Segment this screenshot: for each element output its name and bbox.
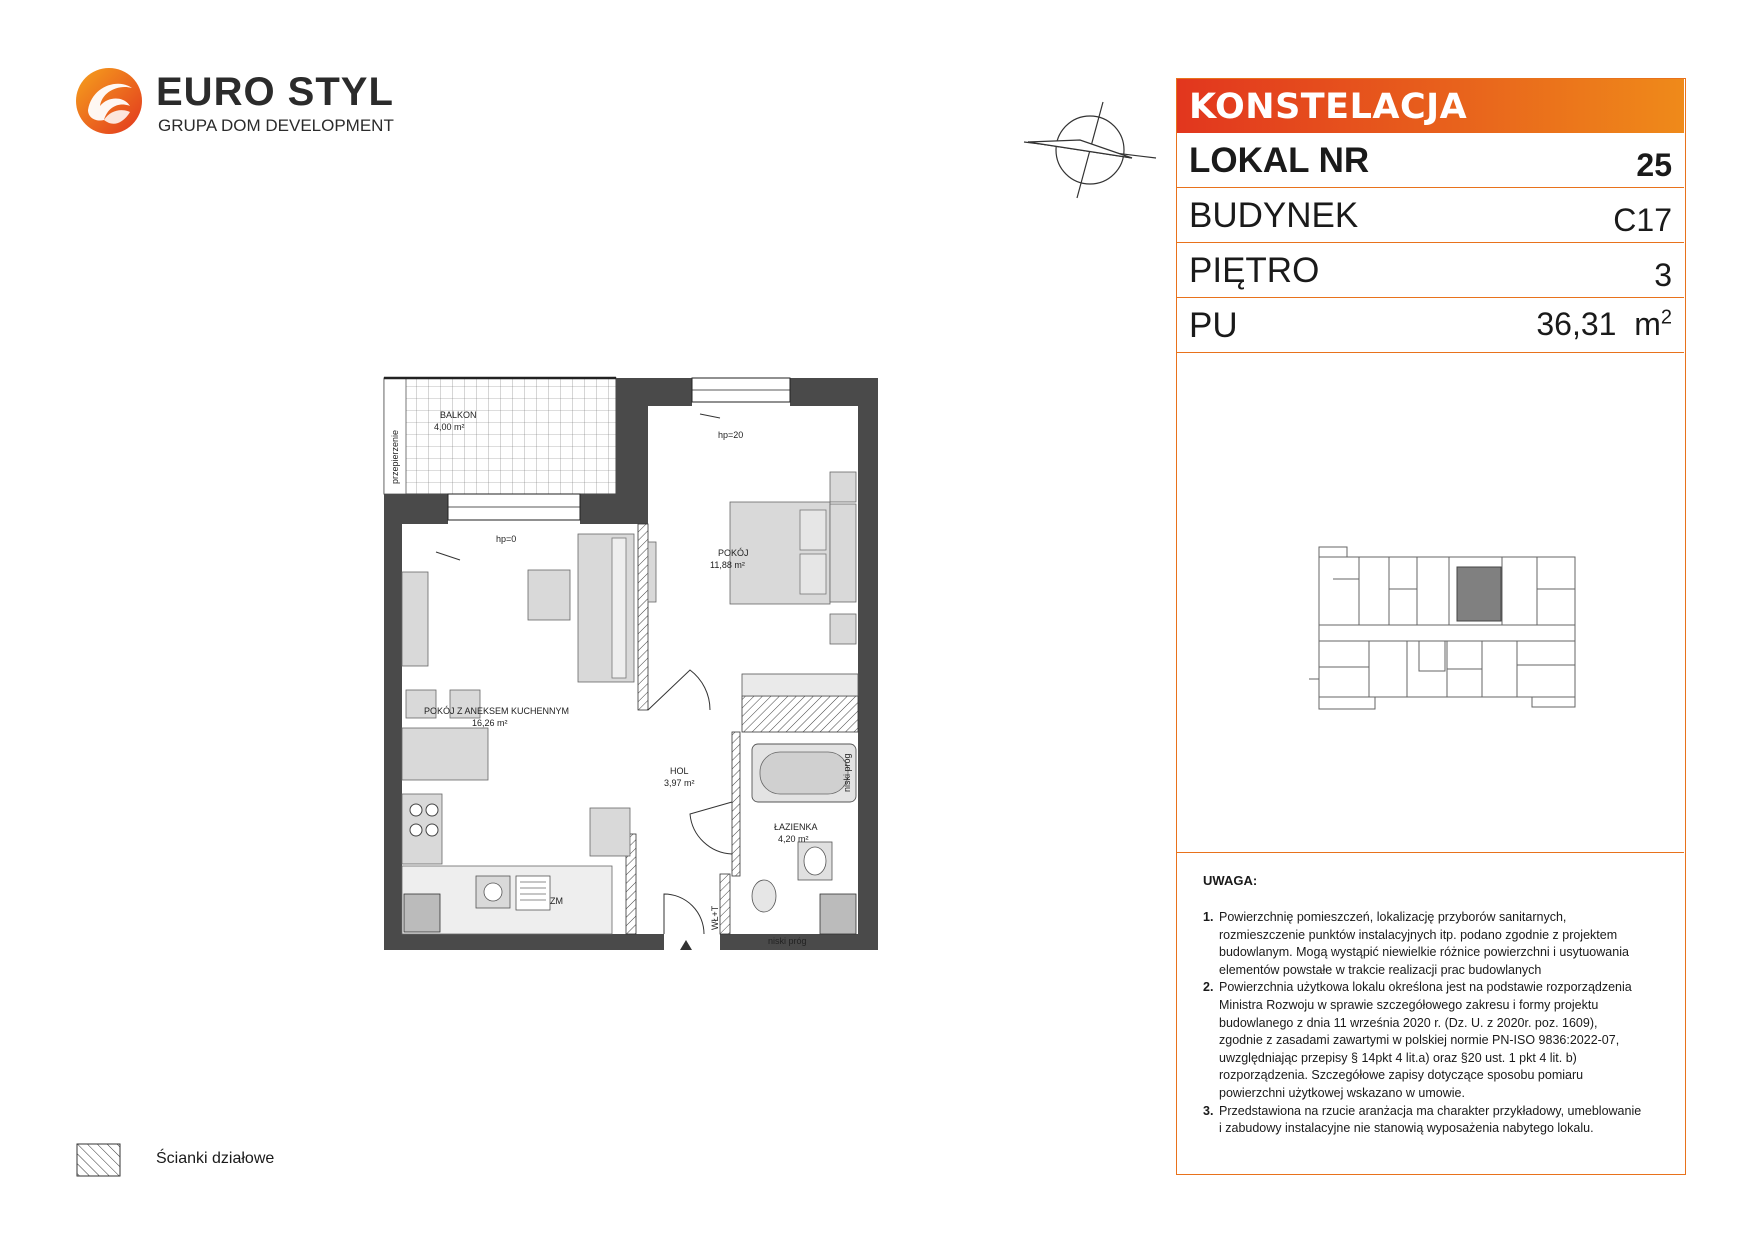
row-budynek	[1177, 188, 1684, 243]
washing-machine-mark: ZM	[550, 896, 563, 906]
notes-list	[1203, 909, 1643, 1138]
highlighted-apartment	[1457, 567, 1501, 621]
heater-label: WŁ+T	[710, 905, 720, 930]
row-value	[1536, 306, 1672, 343]
note-item: 2. Powierzchnia użytkowa lokalu określona jest na podstawie rozporządzenia Ministra Rozwoju w sprawie szczegółowego zakresu i formy projektu budowlanego z dnia 11 września 2020 r. (Dz. U. z 2020r. poz. 1609), zgodnie z zasadami zawartymi w polskiej normie PN-ISO 9836:2022-07, uwzględniając przepisy § 14pkt 4 lit.a) oraz §20 ust. 1 pkt 4 lit. b) rozporządzenia. Szczegółowe zapisy dotyczące sposobu pomiaru powierzchni użytkowej wskazano w umowie.	[1203, 980, 1632, 1100]
logo-swirl-icon	[74, 66, 144, 136]
row-value: 25	[1636, 147, 1672, 183]
bedroom-name: POKÓJ	[718, 548, 749, 558]
bedroom-area: 11,88 m²	[710, 560, 745, 570]
pu-unit-sup: 2	[1660, 306, 1672, 329]
sill-height-living: hp=0	[496, 534, 517, 544]
north-arrow-icon	[1020, 100, 1160, 200]
project-name: KONSTELACJA	[1189, 87, 1468, 127]
sill-height-bedroom: hp=20	[718, 430, 744, 440]
brand-logo	[74, 66, 394, 146]
floor-key-plan	[1307, 539, 1587, 714]
bathroom-area: 4,20 m²	[778, 834, 809, 844]
hall-area: 3,97 m²	[664, 778, 695, 788]
row-value: 3	[1654, 257, 1672, 293]
balcony-floor	[384, 378, 616, 494]
row-label: PU	[1189, 306, 1238, 345]
living-room-area: 16,26 m²	[472, 718, 508, 728]
row-pietro	[1177, 243, 1684, 298]
row-lokal	[1177, 133, 1684, 188]
low-threshold: niski próg	[768, 936, 807, 946]
pu-value: 36,31 m	[1536, 306, 1661, 342]
notes-section	[1177, 852, 1684, 1174]
project-header	[1177, 79, 1684, 133]
bathroom-name: ŁAZIENKA	[774, 822, 818, 832]
notes-title: UWAGA:	[1203, 873, 1258, 888]
row-value: C17	[1613, 202, 1672, 238]
partition-label: przepierzenie	[390, 429, 400, 484]
partition-wall-legend-swatch	[76, 1143, 121, 1177]
note-item: 1. Powierzchnię pomieszczeń, lokalizację przyborów sanitarnych, rozmieszczenie punktów instalacyjnych itp. podano zgodnie z projektem budowlanym. Mogą wystąpić niewielkie różnice powierzchni i usytuowania elementów powstałe w trakcie realizacji prac budowlanych	[1203, 910, 1629, 977]
floor-plan	[380, 374, 890, 954]
row-label: BUDYNEK	[1189, 196, 1359, 235]
legend-label: Ścianki działowe	[156, 1150, 275, 1167]
row-label: LOKAL NR	[1189, 141, 1370, 180]
note-item: 3. Przedstawiona na rzucie aranżacja ma charakter przykładowy, umeblowanie i zabudowy instalacyjne nie stanowią wyposażenia nabytego lokalu.	[1203, 1103, 1642, 1136]
brand-tagline: GRUPA DOM DEVELOPMENT	[158, 116, 394, 135]
living-room-name: POKÓJ Z ANEKSEM KUCHENNYM	[424, 706, 570, 716]
balcony-area: 4,00 m²	[434, 422, 465, 432]
low-tray-label: niski próg	[842, 753, 852, 792]
apartment-info-panel	[1176, 78, 1686, 1175]
hall-name: HOL	[670, 766, 689, 776]
row-pu	[1177, 298, 1684, 353]
row-label: PIĘTRO	[1189, 251, 1320, 290]
balcony-name: BALKON	[440, 410, 477, 420]
brand-name: EURO STYL	[156, 70, 394, 114]
